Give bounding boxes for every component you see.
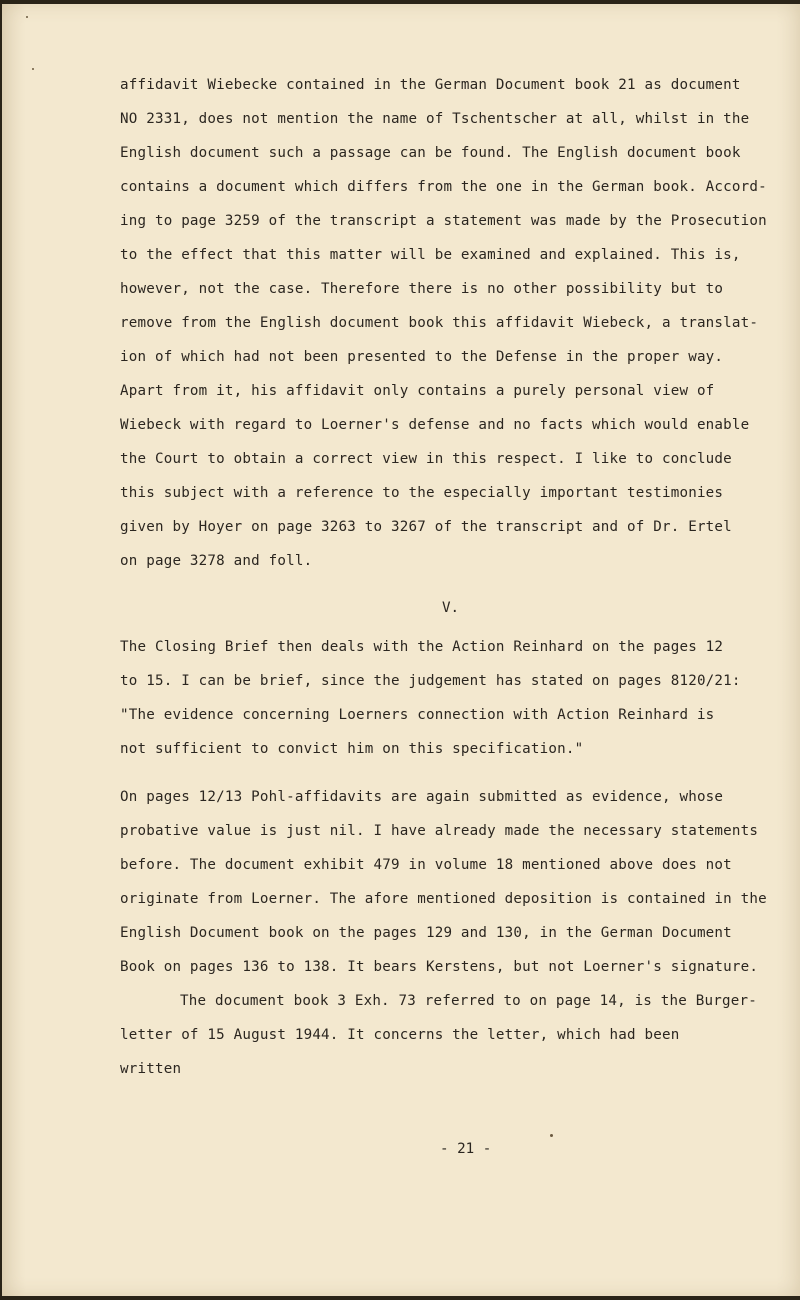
ink-speck (32, 68, 34, 70)
text-line: not sufficient to convict him on this specification." (120, 741, 584, 757)
text-line: ing to page 3259 of the transcript a statement was made by the Prosecution (120, 213, 767, 229)
text-line: written (120, 1061, 182, 1077)
text-line: to the effect that this matter will be examined and explained. This is, (120, 247, 741, 263)
text-line: ion of which had not been presented to the Defense in the proper way. (120, 349, 724, 365)
text-line: Apart from it, his affidavit only contains a purely personal view of (120, 383, 715, 399)
text-line: The Closing Brief then deals with the Action Reinhard on the pages 12 (120, 639, 724, 655)
text-line: remove from the English document book this affidavit Wiebeck, a translat- (120, 315, 759, 331)
document-page (2, 4, 800, 1296)
text-line: probative value is just nil. I have already made the necessary statements (120, 823, 759, 839)
page-number: - 21 - (440, 1141, 492, 1157)
text-line: The document book 3 Exh. 73 referred to on page 14, is the Burger- (180, 993, 757, 1009)
text-line: contains a document which differs from the one in the German book. Accord- (120, 179, 767, 195)
text-line: given by Hoyer on page 3263 to 3267 of the transcript and of Dr. Ertel (120, 519, 732, 535)
text-line: on page 3278 and foll. (120, 553, 313, 569)
text-line: On pages 12/13 Pohl-affidavits are again submitted as evidence, whose (120, 789, 724, 805)
text-line: originate from Loerner. The afore mentioned deposition is contained in the (120, 891, 767, 907)
text-line: Wiebeck with regard to Loerner's defense and no facts which would enable (120, 417, 750, 433)
text-line: to 15. I can be brief, since the judgement has stated on pages 8120/21: (120, 673, 741, 689)
paragraph-affidavit-wiebecke (120, 68, 767, 578)
ink-speck (26, 16, 28, 18)
text-line: letter of 15 August 1944. It concerns the letter, which had been (120, 1027, 680, 1043)
text-line: Book on pages 136 to 138. It bears Kerstens, but not Loerner's signature. (120, 959, 759, 975)
text-line: English Document book on the pages 129 and 130, in the German Document (120, 925, 732, 941)
paragraph-action-reinhard (120, 630, 750, 766)
text-line: affidavit Wiebecke contained in the German Document book 21 as document (120, 77, 741, 93)
text-line: the Court to obtain a correct view in this respect. I like to conclude (120, 451, 732, 467)
ink-speck (550, 1134, 553, 1137)
text-line: "The evidence concerning Loerners connection with Action Reinhard is (120, 707, 715, 723)
text-line: before. The document exhibit 479 in volume 18 mentioned above does not (120, 857, 732, 873)
text-line: this subject with a reference to the especially important testimonies (120, 485, 724, 501)
paragraph-burger-letter (120, 984, 757, 1086)
section-heading: V. (442, 600, 460, 616)
paragraph-pohl-affidavits (120, 780, 767, 984)
text-line: however, not the case. Therefore there is no other possibility but to (120, 281, 724, 297)
text-line: NO 2331, does not mention the name of Tschentscher at all, whilst in the (120, 111, 750, 127)
text-line: English document such a passage can be found. The English document book (120, 145, 741, 161)
